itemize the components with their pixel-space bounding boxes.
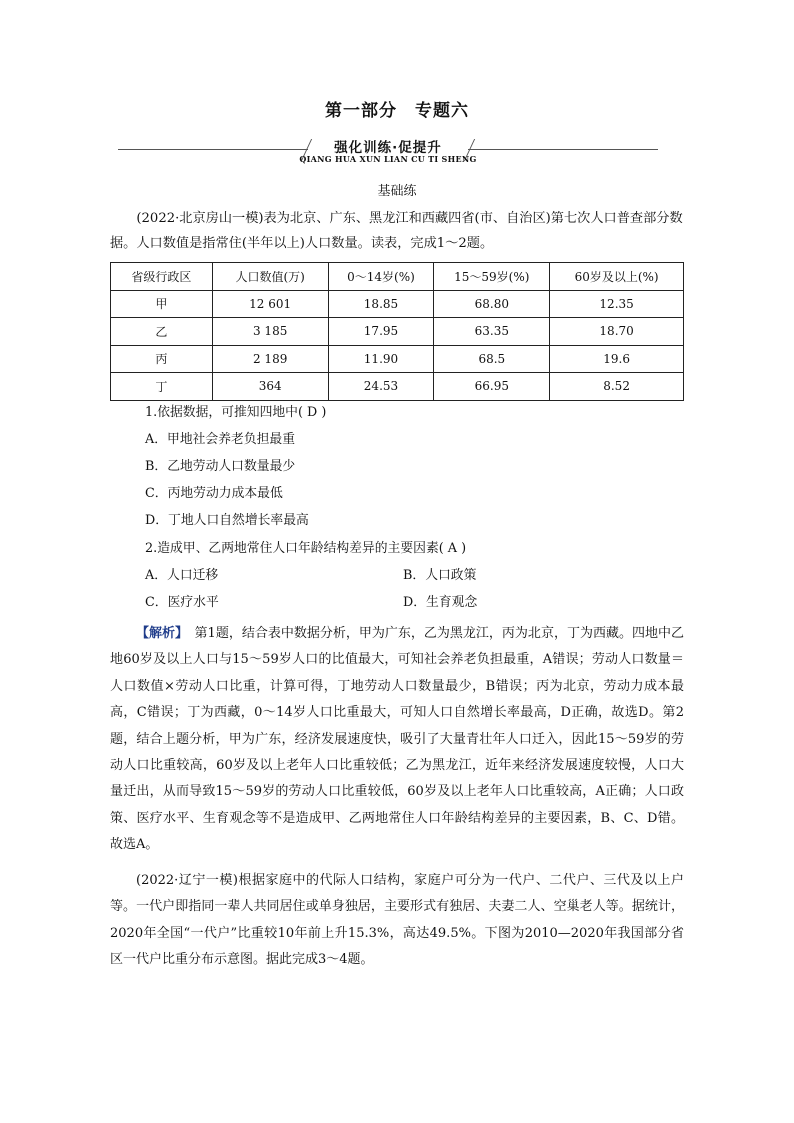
table-cell: 乙 [111, 318, 213, 346]
table-header-cell: 15～59岁(%) [434, 263, 550, 291]
intro-paragraph-2 [110, 868, 684, 974]
question-2-stem: 2.造成甲、乙两地常住人口年龄结构差异的主要因素( A ) [145, 541, 467, 556]
table-cell: 18.70 [550, 318, 684, 346]
question-2-option-b: B．人口政策 [403, 568, 477, 583]
table-cell: 66.95 [434, 373, 550, 401]
section-label: 基础练 [377, 184, 417, 199]
table-cell: 364 [212, 373, 328, 401]
analysis-text: 第1题，结合表中数据分析，甲为广东，乙为黑龙江，丙为北京，丁为西藏。四地中乙地60岁及以上人口与15～59岁人口的比值最大，可知社会养老负担最重，A错误；劳动人口数量＝人口数值×劳动人口比重，计算可得，丁地劳动人口数量最少，B错误；丙为北京，劳动力成本最高，C错误；丁为西藏，0～14岁人口比重最大，可知人口自然增长率最高，D正确，故选D。第2题，结合上题分析，甲为广东，经济发展速度快，吸引了大量青壮年人口迁入，因此15～59岁的劳动人口比重较高，60岁及以上老年人口比重较低；乙为黑龙江，近年来经济发展速度较慢，人口大量迁出，从而导致15～59岁的劳动人口比重较低，60岁及以上老年人口比重较高，A正确；人口政策、医疗水平、生育观念等不是造成甲、乙两地常住人口年龄结构差异的主要因素，B、C、D错。故选A。 [110, 626, 684, 853]
table-header-cell: 省级行政区 [111, 263, 213, 291]
table-header-row [111, 263, 684, 291]
table-cell: 63.35 [434, 318, 550, 346]
question-1-option-d: D．丁地人口自然增长率最高 [145, 513, 309, 528]
table-row [111, 373, 684, 401]
table-cell: 丁 [111, 373, 213, 401]
table-cell: 2 189 [212, 345, 328, 373]
table-cell: 19.6 [550, 345, 684, 373]
question-1-option-c: C．丙地劳动力成本最低 [145, 486, 283, 501]
table-cell: 17.95 [328, 318, 434, 346]
intro-1-text: (2022·北京房山一模)表为北京、广东、黑龙江和西藏四省(市、自治区)第七次人口普查部分数据。人口数值是指常住(半年以上)人口数量。读表，完成1～2题。 [110, 211, 683, 251]
table-cell: 12 601 [212, 290, 328, 318]
table-cell: 丙 [111, 345, 213, 373]
section-banner [118, 130, 658, 170]
table-cell: 24.53 [328, 373, 434, 401]
table-cell: 11.90 [328, 345, 434, 373]
table-cell: 8.52 [550, 373, 684, 401]
banner-title: 强化训练·促提升 [334, 140, 442, 156]
population-table [110, 262, 684, 401]
intro-2-text: (2022·辽宁一模)根据家庭中的代际人口结构，家庭户可分为一代户、二代户、三代及以上户等。一代户即指同一辈人共同居住或单身独居，主要形式有独居、夫妻二人、空巢老人等。据统计，2020年全国“一代户”比重较10年前上升15.3%，高达49.5%。下图为2010—2020年我国部分省区一代户比重分布示意图。据此完成3～4题。 [110, 873, 684, 968]
table-cell: 3 185 [212, 318, 328, 346]
banner-pinyin: QIANG HUA XUN LIAN CU TI SHENG [299, 154, 477, 164]
question-2-option-d: D．生育观念 [403, 595, 478, 610]
table-row [111, 318, 684, 346]
table-row [111, 345, 684, 373]
table-cell: 68.80 [434, 290, 550, 318]
table-cell: 18.85 [328, 290, 434, 318]
question-2-option-a: A．人口迁移 [145, 568, 219, 583]
table-header-cell: 0～14岁(%) [328, 263, 434, 291]
question-1-option-b: B．乙地劳动人口数量最少 [145, 459, 296, 474]
question-1-option-a: A．甲地社会养老负担最重 [145, 432, 296, 447]
intro-paragraph-1 [110, 206, 684, 256]
question-1-stem: 1.依据数据，可推知四地中( D ) [145, 405, 327, 420]
table-header-cell: 60岁及以上(%) [550, 263, 684, 291]
table-cell: 68.5 [434, 345, 550, 373]
table-header-cell: 人口数值(万) [212, 263, 328, 291]
banner-rule-right [468, 149, 658, 150]
page-title: 第一部分 专题六 [325, 101, 469, 121]
question-2-option-c: C．医疗水平 [145, 595, 219, 610]
analysis-tag: 【解析】 [136, 626, 182, 641]
table-cell: 甲 [111, 290, 213, 318]
analysis-paragraph [110, 621, 684, 859]
table-row [111, 290, 684, 318]
table-cell: 12.35 [550, 290, 684, 318]
